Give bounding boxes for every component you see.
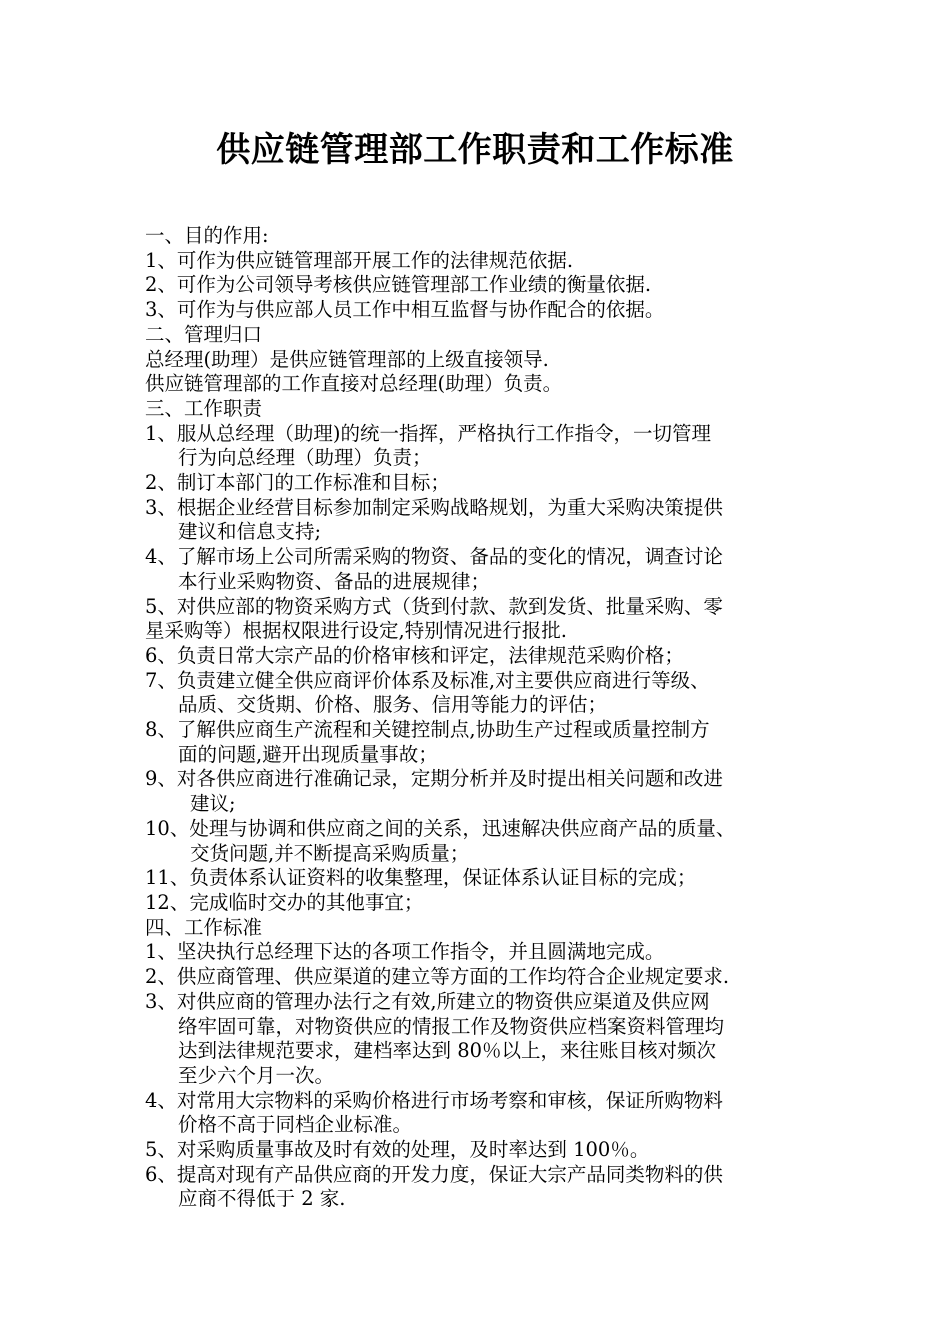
text-line: 二、管理归口 <box>145 322 263 346</box>
text-line: 2、可作为公司领导考核供应链管理部工作业绩的衡量依据. <box>145 273 652 297</box>
text-line: 至少六个月一次。 <box>178 1063 335 1087</box>
text-line: 4、了解市场上公司所需采购的物资、备品的变化的情况，调查讨论 <box>145 545 723 569</box>
text-line: 11、负责体系认证资料的收集整理，保证体系认证目标的完成； <box>145 866 697 890</box>
text-line: 供应链管理部的工作直接对总经理(助理）负责。 <box>145 372 563 396</box>
text-line: 应商不得低于 2 家. <box>178 1187 346 1211</box>
text-line: 面的问题,避开出现质量事故； <box>178 742 438 766</box>
text-line: 3、可作为与供应部人员工作中相互监督与协作配合的依据。 <box>145 298 665 322</box>
text-line: 三、工作职责 <box>145 396 263 420</box>
document-title: 供应链管理部工作职责和工作标准 <box>216 130 734 170</box>
text-line: 2、制订本部门的工作标准和目标； <box>145 471 450 495</box>
text-line: 10、处理与协调和供应商之间的关系，迅速解决供应商产品的质量、 <box>145 816 736 840</box>
text-line: 总经理(助理）是供应链管理部的上级直接领导. <box>145 347 549 371</box>
text-line: 5、对采购质量事故及时有效的处理，及时率达到 100％。 <box>145 1138 650 1162</box>
text-line: 3、对供应商的管理办法行之有效,所建立的物资供应渠道及供应网 <box>145 989 710 1013</box>
text-line: 4、对常用大宗物料的采购价格进行市场考察和审核，保证所购物料 <box>145 1088 723 1112</box>
text-line: 价格不高于同档企业标准。 <box>178 1113 413 1137</box>
text-line: 5、对供应部的物资采购方式（货到付款、款到发货、批量采购、零 <box>145 594 723 618</box>
text-line: 建议; <box>190 792 236 816</box>
text-line: 6、提高对现有产品供应商的开发力度，保证大宗产品同类物料的供 <box>145 1162 723 1186</box>
text-line: 1、坚决执行总经理下达的各项工作指令，并且圆满地完成。 <box>145 940 665 964</box>
text-line: 1、服从总经理（助理)的统一指挥，严格执行工作指令，一切管理 <box>145 421 712 445</box>
text-line: 7、负责建立健全供应商评价体系及标准,对主要供应商进行等级、 <box>145 668 710 692</box>
text-line: 四、工作标准 <box>145 915 263 939</box>
text-line: 本行业采购物资、备品的进展规律； <box>178 569 491 593</box>
text-line: 达到法律规范要求，建档率达到 80％以上，来往账目核对频次 <box>178 1039 717 1063</box>
text-line: 8、了解供应商生产流程和关键控制点,协助生产过程或质量控制方 <box>145 718 710 742</box>
text-line: 一、目的作用: <box>145 224 269 247</box>
text-line: 9、对各供应商进行准确记录，定期分析并及时提出相关问题和改进 <box>145 767 723 791</box>
text-line: 6、负责日常大宗产品的价格审核和评定，法律规范采购价格； <box>145 643 684 667</box>
text-line: 行为向总经理（助理）负责； <box>178 446 432 470</box>
text-line: 星采购等）根据权限进行设定,特别情况进行报批. <box>145 619 567 643</box>
document-body <box>145 224 825 1212</box>
text-line: 交货问题,并不断提高采购质量； <box>190 841 470 865</box>
text-line: 1、可作为供应链管理部开展工作的法律规范依据. <box>145 248 574 272</box>
text-line: 2、供应商管理、供应渠道的建立等方面的工作均符合企业规定要求. <box>145 965 730 989</box>
text-line: 络牢固可靠，对物资供应的情报工作及物资供应档案资料管理均 <box>178 1014 725 1038</box>
text-line: 12、完成临时交办的其他事宜； <box>145 890 424 914</box>
text-line: 3、根据企业经营目标参加制定采购战略规划，为重大采购决策提供 <box>145 495 723 519</box>
text-line: 建议和信息支持; <box>178 520 322 544</box>
text-line: 品质、交货期、价格、服务、信用等能力的评估； <box>178 693 608 717</box>
